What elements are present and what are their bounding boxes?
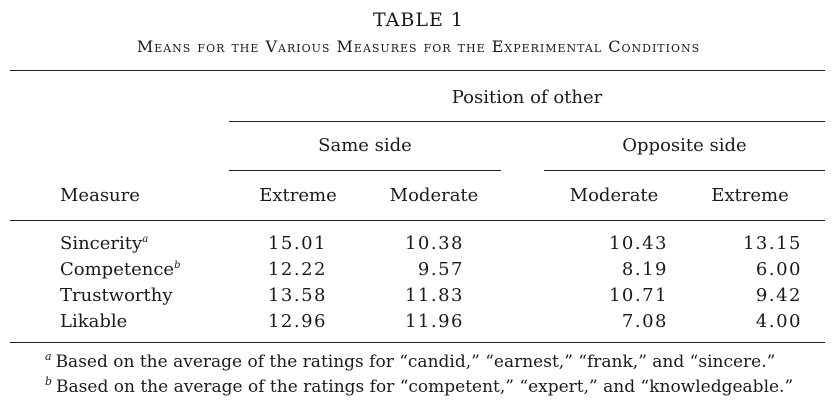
table-cell: 15.01	[267, 233, 327, 254]
spanner-rule	[229, 121, 825, 122]
spanner-header: Position of other	[451, 87, 603, 108]
table-cell: 12.22	[267, 259, 327, 280]
table-title: TABLE 1	[373, 9, 464, 31]
table-cell: 13.15	[742, 233, 802, 254]
column-header-same-extreme: Extreme	[259, 185, 337, 206]
table-cell: 9.42	[755, 285, 802, 306]
group-rule-opposite-side	[544, 170, 825, 171]
table-cell: 8.19	[621, 259, 668, 280]
table-cell: 13.58	[267, 285, 327, 306]
table-cell: 11.96	[404, 311, 464, 332]
row-label-trustworthy: Trustworthy	[60, 285, 173, 306]
row-label-likable: Likable	[60, 311, 128, 332]
footnote-ref-b: b	[174, 260, 181, 271]
footnote-a: $^a$ Based on the average of the ratings for “candid,” “earnest,” “frank,” and “sincere.”	[45, 350, 776, 372]
table-cell: 10.38	[404, 233, 464, 254]
header-bottom-rule	[10, 220, 825, 221]
column-header-same-moderate: Moderate	[389, 185, 479, 206]
table-caption: Means for the Various Measures for the Experimental Conditions	[136, 37, 701, 56]
table-cell: 7.08	[621, 311, 668, 332]
table-cell: 11.83	[404, 285, 464, 306]
table-cell: 9.57	[417, 259, 464, 280]
group-header-opposite-side: Opposite side	[622, 135, 747, 156]
footnote-b: $^b$ Based on the average of the ratings for “competent,” “expert,” and “knowledgeable.”	[45, 375, 794, 397]
group-header-same-side: Same side	[318, 135, 412, 156]
stub-header: Measure	[60, 185, 140, 206]
footnote-ref-a: a	[142, 234, 149, 245]
table-cell: 4.00	[755, 311, 802, 332]
table-cell: 10.43	[608, 233, 668, 254]
group-rule-same-side	[229, 170, 501, 171]
top-rule	[10, 70, 825, 71]
table-cell: 10.71	[608, 285, 668, 306]
row-label-competence: Competence$^b$	[60, 259, 181, 280]
column-header-opposite-moderate: Moderate	[569, 185, 659, 206]
row-label-sincerity: Sincerity$^a$	[60, 233, 149, 254]
table-cell: 12.96	[267, 311, 327, 332]
table-cell: 6.00	[755, 259, 802, 280]
column-header-opposite-extreme: Extreme	[711, 185, 789, 206]
table-bottom-rule	[10, 342, 825, 343]
